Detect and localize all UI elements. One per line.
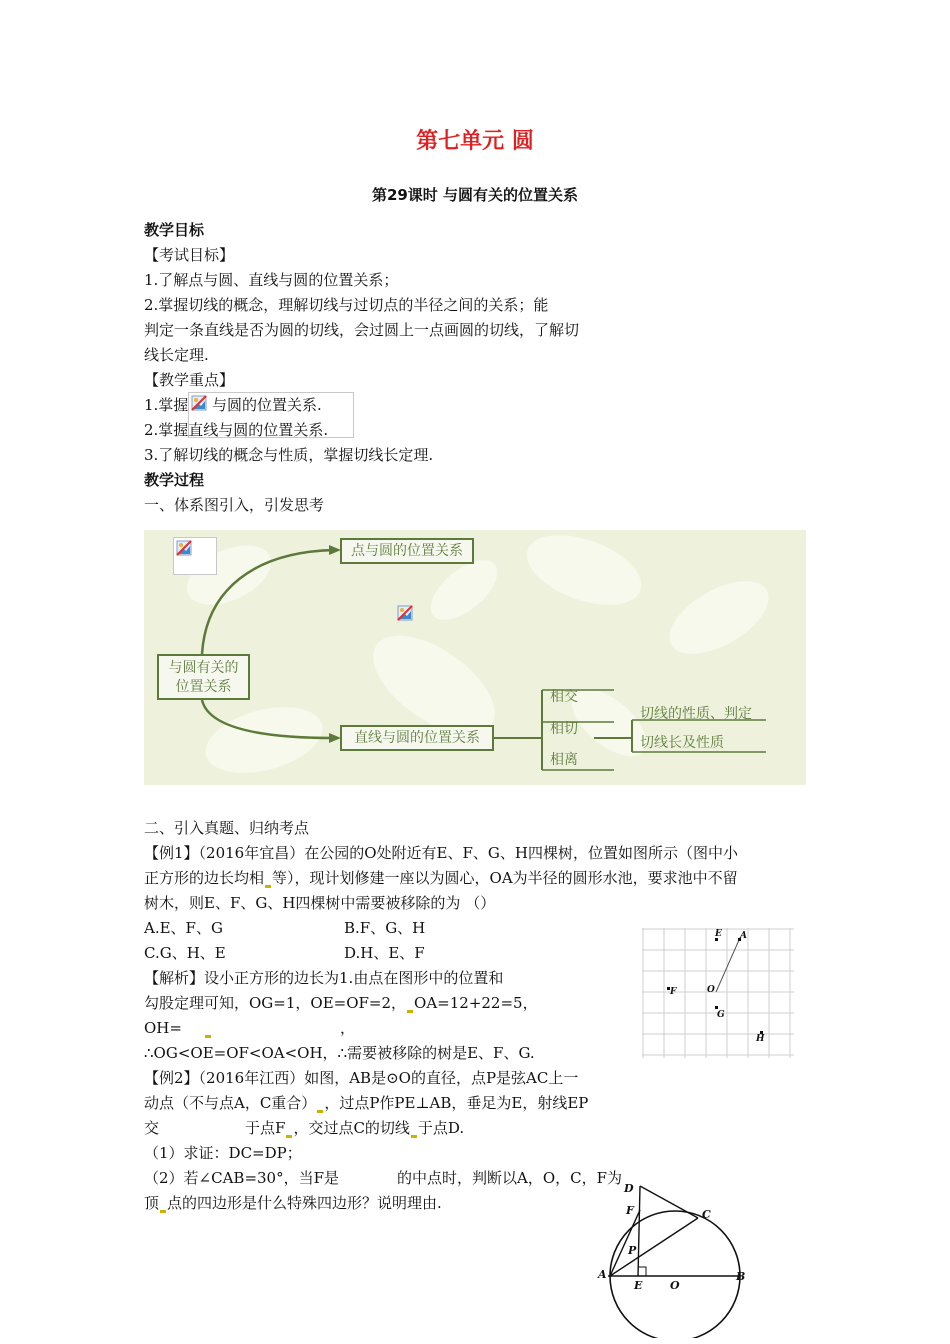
- option-d: D.H、E、F: [344, 944, 425, 962]
- point-label-a2: A: [598, 1268, 607, 1281]
- point-label-h: H: [756, 1034, 765, 1044]
- circle-geometry-figure: [594, 1178, 764, 1338]
- lesson-title: 第29课时 与圆有关的位置关系: [371, 186, 579, 204]
- point-label-d: D: [624, 1182, 634, 1195]
- point-label-g: G: [717, 1010, 725, 1020]
- question-2-line2: 顶 点的四边形是什么特殊四边形？说明理由.: [144, 1194, 442, 1212]
- key-point-2: 2.掌握直线与圆的位置关系.: [144, 421, 329, 439]
- exam-goal-2a: 2.掌握切线的概念，理解切线与过切点的半径之间的关系；能: [144, 296, 549, 314]
- option-b: B.F、G、H: [344, 919, 426, 937]
- point-circle-node: 点与圆的位置关系: [340, 538, 474, 564]
- example1-line1: 【例1】（2016年宜昌）在公园的O处附近有E、F、G、H四棵树，位置如图所示（图中小: [144, 844, 738, 862]
- point-label-c: C: [702, 1208, 711, 1221]
- broken-image-icon: [191, 395, 207, 411]
- exam-goals-heading: 【考试目标】: [144, 246, 235, 264]
- exam-goal-2c: 线长定理.: [144, 346, 209, 364]
- process-step-1: 一、体系图引入，引发思考: [144, 496, 325, 514]
- key-point-1b: 与圆的位置关系.: [212, 396, 322, 414]
- case-tangent: 相切: [550, 721, 578, 737]
- solution-line2: 勾股定理可知，OG=1，OE=OF=2， OA=12+22=5，: [144, 994, 538, 1012]
- tangent-length: 切线长及性质: [640, 735, 724, 751]
- broken-image-icon: [176, 540, 192, 556]
- key-point-1a: 1.掌握: [144, 396, 189, 414]
- solution-line1: 【解析】设小正方形的边长为1.由点在图形中的位置和: [144, 969, 504, 987]
- question-2-line1: （2）若∠CAB=30°，当F是 的中点时，判断以A，O，C，F为: [144, 1169, 623, 1187]
- point-label-f2: F: [626, 1204, 634, 1217]
- root-node: [157, 654, 250, 700]
- example2-line1: 【例2】（2016年江西）如图，AB是⊙O的直径，点P是弦AC上一: [144, 1069, 579, 1087]
- exam-goal-1: 1.了解点与圆、直线与圆的位置关系；: [144, 271, 399, 289]
- example2-line3: 交 于点F ，交过点C的切线 于点D.: [144, 1119, 465, 1137]
- point-label-e2: E: [634, 1279, 643, 1292]
- solution-line4: ∴OG<OE=OF<OA<OH，∴需要被移除的树是E、F、G.: [144, 1044, 535, 1062]
- broken-image-icon: [397, 605, 413, 621]
- key-points-heading: 【教学重点】: [144, 371, 235, 389]
- solution-line3: OH= ，: [144, 1019, 355, 1037]
- point-label-e: E: [715, 929, 722, 939]
- process-step-2: 二、引入真题、归纳考点: [144, 819, 310, 837]
- circle-diagram: [594, 1178, 764, 1338]
- goals-heading: 教学目标: [144, 221, 205, 239]
- point-label-o2: O: [670, 1279, 680, 1292]
- point-label-p: P: [628, 1244, 637, 1257]
- concept-map: [144, 530, 806, 785]
- root-node-line-1: 与圆有关的: [168, 660, 239, 676]
- unit-title: 第七单元 圆: [416, 129, 534, 154]
- line-circle-node: 直线与圆的位置关系: [340, 725, 494, 751]
- case-separate: 相离: [550, 752, 578, 768]
- grid-lines: [642, 928, 794, 1058]
- tree-grid-figure: [642, 928, 794, 1058]
- point-label-b: B: [736, 1270, 746, 1283]
- point-label-o: O: [707, 985, 715, 995]
- point-label-a: A: [740, 931, 747, 941]
- example1-line3: 树木，则E、F、G、H四棵树中需要被移除的为 （）: [144, 894, 496, 912]
- broken-image-placeholder: [173, 537, 217, 575]
- process-heading: 教学过程: [144, 471, 205, 489]
- case-intersect: 相交: [550, 689, 578, 705]
- example2-line2: 动点（不与点A，C重合） ，过点P作PE⊥AB，垂足为E，射线EP: [144, 1094, 589, 1112]
- option-a: A.E、F、G: [144, 919, 223, 937]
- tangent-properties: 切线的性质、判定: [640, 706, 752, 722]
- exam-goal-2b: 判定一条直线是否为圆的切线，会过圆上一点画圆的切线，了解切: [144, 321, 580, 339]
- option-c: C.G、H、E: [144, 944, 226, 962]
- question-1: （1）求证：DC=DP；: [144, 1144, 302, 1162]
- root-node-line-2: 位置关系: [175, 679, 232, 695]
- example1-line2: 正方形的边长均相 等），现计划修建一座以为圆心，OA为半径的圆形水池，要求池中不留: [144, 869, 738, 887]
- point-label-f: F: [670, 987, 677, 997]
- broken-image-placeholder: [395, 603, 419, 639]
- key-point-3: 3.了解切线的概念与性质，掌握切线长定理.: [144, 446, 434, 464]
